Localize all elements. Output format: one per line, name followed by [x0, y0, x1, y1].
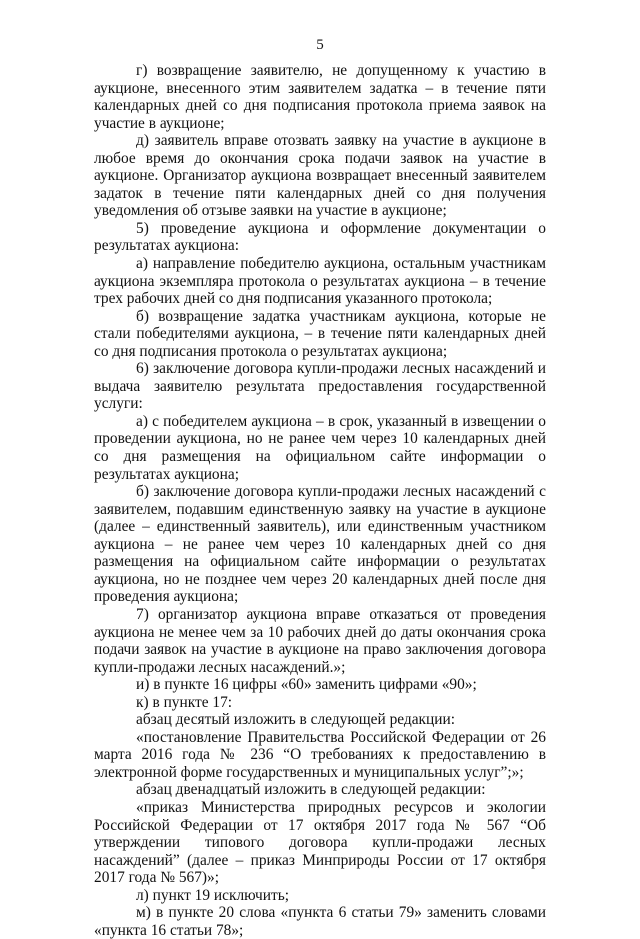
paragraph-l-item-19: л) пункт 19 исключить; — [136, 886, 290, 904]
paragraph-5a-protocol-sending: а) направление победителю аукциона, остальным участникам аукциона экземпляра протокола о результатах аукциона – в течение трех рабочих дней со дня подписания указанного протокола; — [94, 255, 546, 308]
paragraph-5-auction-conduct: 5) проведение аукциона и оформление документации о результатах аукциона: — [94, 219, 546, 255]
paragraph-6a-winner-contract: а) с победителем аукциона – в срок, указанный в извещении о проведении аукциона, но не ранее чем через 10 календарных дней со дня размещения на официальном сайте информации о результатах аукциона; — [94, 412, 546, 483]
document-body — [94, 62, 546, 939]
paragraph-d-withdraw-application: д) заявитель вправе отозвать заявку на участие в аукционе в любое время до окончания срока подачи заявок на участие в аукционе. Организатор аукциона возвращает внесенный заявителем задаток в течение пяти календарных дней со дня получения уведомления об отзыве заявки на участие в аукционе; — [94, 132, 546, 220]
page-number: 5 — [316, 37, 324, 53]
paragraph-government-decree-quote: «постановление Правительства Российской Федерации от 26 марта 2016 года № 236 “О требованиях к предоставлению в электронной форме государственных и муниципальных услуг”;»; — [94, 728, 546, 781]
paragraph-7-auction-cancellation: 7) организатор аукциона вправе отказаться от проведения аукциона не менее чем за 10 рабочих дней до даты окончания срока подачи заявок на участие в аукционе на право заключения договора купли-продажи лесных насаждений.»; — [94, 605, 546, 676]
paragraph-6-contract-conclusion: 6) заключение договора купли-продажи лесных насаждений и выдача заявителю результата предоставления государственной услуги: — [94, 360, 546, 413]
paragraph-k-item-17: к) в пункте 17: — [136, 693, 233, 711]
paragraph-tenth-clause-heading: абзац десятый изложить в следующей редакции: — [136, 711, 456, 729]
paragraph-m-item-20: м) в пункте 20 слова «пункта 6 статьи 79» заменить словами «пункта 16 статьи 78»; — [94, 904, 546, 939]
paragraph-5b-deposit-refund: б) возвращение задатка участникам аукциона, которые не стали победителями аукциона, – в течение пяти календарных дней со дня подписания протокола о результатах аукциона; — [94, 307, 546, 360]
paragraph-g-deposit-return: г) возвращение заявителю, не допущенному к участию в аукционе, внесенного этим заявителем задатка – в течение пяти календарных дней со дня подписания протокола приема заявок на участие в аукционе; — [94, 62, 546, 132]
paragraph-i-item-16: и) в пункте 16 цифры «60» заменить цифрами «90»; — [136, 676, 477, 694]
paragraph-twelfth-clause-heading: абзац двенадцатый изложить в следующей редакции: — [136, 781, 486, 799]
paragraph-6b-single-applicant-contract: б) заключение договора купли-продажи лесных насаждений с заявителем, подавшим единственную заявку на участие в аукционе (далее – единственный заявитель), или единственным участником аукциона – не ранее чем через 10 календарных дней со дня размещения на официальном сайте информации о результатах аукциона, но не позднее чем через 20 календарных дней после дня проведения аукциона; — [94, 483, 546, 606]
paragraph-ministry-order-quote: «приказ Министерства природных ресурсов и экологии Российской Федерации от 17 октября 2017 года № 567 “Об утверждении типового договора купли-продажи лесных насаждений” (далее – приказ Минприроды России от 17 октября 2017 года № 567)»; — [94, 798, 546, 887]
